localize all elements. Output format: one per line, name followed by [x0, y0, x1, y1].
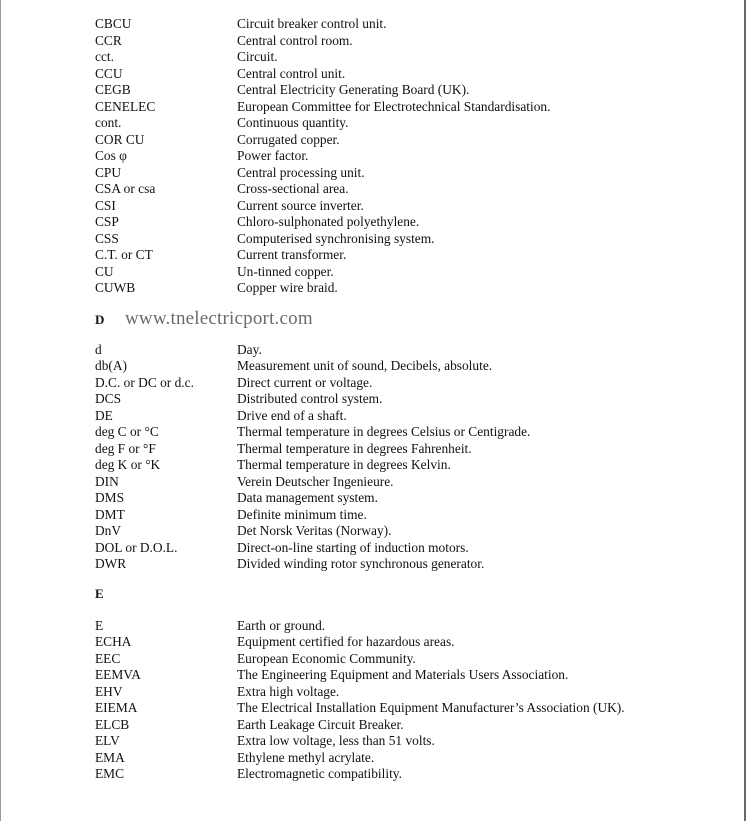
definition: European Committee for Electrotechnical Standardisation. — [237, 98, 551, 114]
definition: Thermal temperature in degrees Fahrenheit. — [237, 440, 472, 456]
glossary-entry — [95, 99, 735, 116]
glossary-entry — [95, 132, 735, 149]
abbreviation: d — [95, 341, 102, 357]
section-e-list — [95, 618, 735, 783]
definition: Electromagnetic compatibility. — [237, 766, 402, 781]
definition: Copper wire braid. — [237, 280, 338, 295]
glossary-entry — [95, 507, 735, 524]
definition: Drive end of a shaft. — [237, 407, 347, 423]
abbreviation: ELV — [95, 733, 120, 748]
definition: European Economic Community. — [237, 650, 416, 666]
abbreviation: CCU — [95, 65, 123, 81]
glossary-entry — [95, 766, 735, 783]
section-letter: D — [95, 311, 105, 327]
abbreviation: DOL or D.O.L. — [95, 539, 178, 555]
glossary-entry — [95, 231, 735, 248]
abbreviation: EIEMA — [95, 700, 138, 715]
abbreviation: CSI — [95, 197, 116, 213]
abbreviation: EHV — [95, 683, 123, 699]
definition: Equipment certified for hazardous areas. — [237, 634, 455, 649]
abbreviation: db(A) — [95, 358, 127, 373]
glossary-entry — [95, 82, 735, 99]
definition: Measurement unit of sound, Decibels, absolute. — [237, 358, 493, 373]
definition: Thermal temperature in degrees Celsius or Centigrade. — [237, 424, 531, 439]
abbreviation: CCR — [95, 32, 122, 48]
definition: Distributed control system. — [237, 391, 383, 406]
definition: Definite minimum time. — [237, 506, 367, 522]
abbreviation: cont. — [95, 115, 122, 130]
abbreviation: EMC — [95, 766, 125, 781]
abbreviation: CSP — [95, 214, 119, 229]
abbreviation: COR CU — [95, 131, 145, 147]
abbreviation: EEMVA — [95, 667, 141, 682]
abbreviation: CENELEC — [95, 98, 156, 114]
definition: Divided winding rotor synchronous generator. — [237, 556, 485, 571]
definition: Direct-on-line starting of induction motors. — [237, 539, 469, 555]
abbreviation: DWR — [95, 556, 127, 571]
glossary-entry — [95, 280, 735, 297]
glossary-entry — [95, 750, 735, 767]
glossary-entry — [95, 523, 735, 540]
abbreviation: DnV — [95, 523, 122, 538]
definition: Corrugated copper. — [237, 131, 340, 147]
abbreviation: deg K or °K — [95, 457, 161, 472]
glossary-entry — [95, 342, 735, 359]
glossary-entry — [95, 556, 735, 573]
definition: Central control unit. — [237, 65, 346, 81]
definition: Data management system. — [237, 490, 378, 505]
glossary-entry — [95, 667, 735, 684]
section-letter: E — [95, 585, 104, 601]
abbreviation: CEGB — [95, 82, 131, 97]
glossary-entry — [95, 148, 735, 165]
definition: Chloro-sulphonated polyethylene. — [237, 214, 420, 229]
glossary-entry — [95, 441, 735, 458]
definition: The Engineering Equipment and Materials Users Association. — [237, 667, 569, 682]
glossary-entry — [95, 733, 735, 750]
glossary-entry — [95, 700, 735, 717]
abbreviation: CBCU — [95, 16, 132, 31]
abbreviation: DE — [95, 407, 113, 423]
glossary-page — [95, 16, 735, 783]
abbreviation: DCS — [95, 391, 122, 406]
glossary-entry — [95, 424, 735, 441]
definition: Verein Deutscher Ingenieure. — [237, 473, 394, 489]
definition: Power factor. — [237, 148, 309, 163]
section-c-list — [95, 16, 735, 297]
glossary-entry — [95, 264, 735, 281]
definition: Current transformer. — [237, 247, 347, 262]
abbreviation: CU — [95, 263, 114, 279]
definition: Extra low voltage, less than 51 volts. — [237, 733, 435, 748]
abbreviation: EEC — [95, 650, 121, 666]
glossary-entry — [95, 408, 735, 425]
glossary-entry — [95, 684, 735, 701]
abbreviation: cct. — [95, 49, 114, 64]
page-left-edge — [0, 0, 1, 821]
glossary-entry — [95, 391, 735, 408]
glossary-entry — [95, 181, 735, 198]
abbreviation: CPU — [95, 164, 122, 180]
definition: Central Electricity Generating Board (UK). — [237, 82, 470, 97]
abbreviation: ELCB — [95, 716, 130, 732]
section-d-heading — [95, 308, 735, 332]
glossary-entry — [95, 49, 735, 66]
glossary-entry — [95, 457, 735, 474]
abbreviation: DIN — [95, 473, 119, 489]
glossary-entry — [95, 375, 735, 392]
glossary-entry — [95, 33, 735, 50]
abbreviation: deg C or °C — [95, 424, 159, 439]
glossary-entry — [95, 214, 735, 231]
abbreviation: DMT — [95, 506, 125, 522]
section-e-heading — [95, 586, 735, 610]
glossary-entry — [95, 474, 735, 491]
glossary-entry — [95, 540, 735, 557]
definition: Un-tinned copper. — [237, 263, 334, 279]
glossary-entry — [95, 490, 735, 507]
definition: Circuit. — [237, 49, 278, 64]
definition: Det Norsk Veritas (Norway). — [237, 523, 392, 538]
definition: Central control room. — [237, 32, 353, 48]
definition: The Electrical Installation Equipment Manufacturer’s Association (UK). — [237, 700, 625, 715]
abbreviation: Cos φ — [95, 148, 127, 163]
definition: Circuit breaker control unit. — [237, 16, 387, 31]
definition: Computerised synchronising system. — [237, 230, 435, 246]
definition: Direct current or voltage. — [237, 374, 373, 390]
glossary-entry — [95, 358, 735, 375]
definition: Extra high voltage. — [237, 683, 340, 699]
definition: Central processing unit. — [237, 164, 365, 180]
watermark-url: www.tnelectricport.com — [125, 307, 313, 329]
abbreviation: E — [95, 617, 104, 633]
glossary-entry — [95, 165, 735, 182]
abbreviation: DMS — [95, 490, 125, 505]
glossary-entry — [95, 618, 735, 635]
section-d-list — [95, 342, 735, 573]
abbreviation: ECHA — [95, 634, 132, 649]
glossary-entry — [95, 634, 735, 651]
definition: Continuous quantity. — [237, 115, 349, 130]
abbreviation: CSA or csa — [95, 181, 156, 196]
glossary-entry — [95, 717, 735, 734]
abbreviation: C.T. or CT — [95, 247, 153, 262]
definition: Thermal temperature in degrees Kelvin. — [237, 457, 451, 472]
definition: Day. — [237, 341, 262, 357]
abbreviation: CUWB — [95, 280, 136, 295]
definition: Current source inverter. — [237, 197, 364, 213]
abbreviation: D.C. or DC or d.c. — [95, 374, 194, 390]
glossary-entry — [95, 115, 735, 132]
definition: Earth or ground. — [237, 617, 326, 633]
abbreviation: EMA — [95, 749, 125, 765]
definition: Earth Leakage Circuit Breaker. — [237, 716, 404, 732]
definition: Ethylene methyl acrylate. — [237, 749, 375, 765]
abbreviation: deg F or °F — [95, 440, 156, 456]
glossary-entry — [95, 198, 735, 215]
glossary-entry — [95, 66, 735, 83]
glossary-entry — [95, 651, 735, 668]
definition: Cross-sectional area. — [237, 181, 349, 196]
abbreviation: CSS — [95, 230, 119, 246]
glossary-entry — [95, 247, 735, 264]
glossary-entry — [95, 16, 735, 33]
